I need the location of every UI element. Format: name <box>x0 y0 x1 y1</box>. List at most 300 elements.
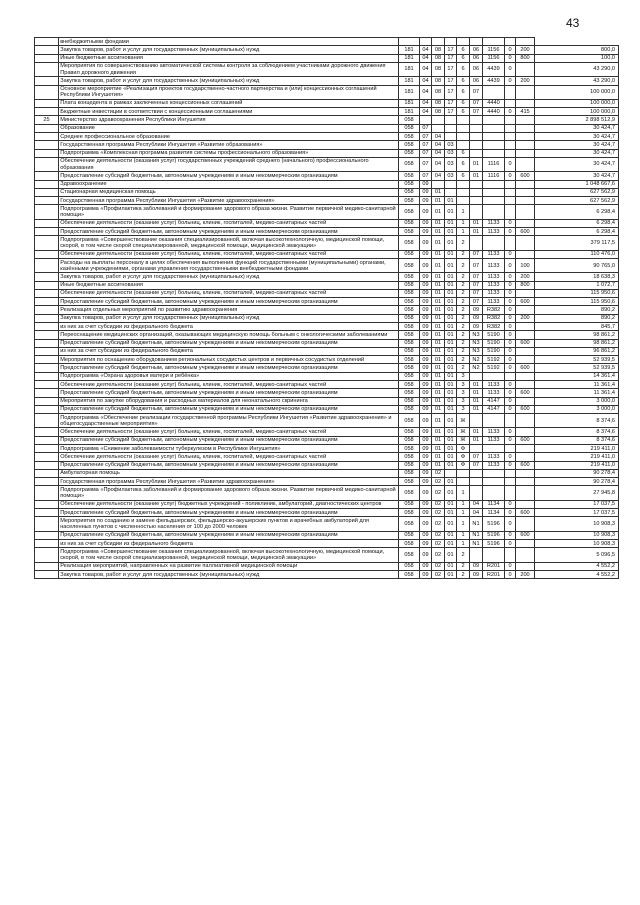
code-sub: 1 <box>457 517 470 531</box>
amount: 115 950,6 <box>535 289 619 297</box>
code-prog: 01 <box>445 389 457 397</box>
code-main: N2 <box>470 356 483 364</box>
code-sub <box>457 469 470 477</box>
code-extra: 0 <box>505 331 516 339</box>
code-prog: 01 <box>445 281 457 289</box>
code-prog: 03 <box>445 157 457 171</box>
code-gr: 181 <box>399 62 420 76</box>
code-pr: 04 <box>432 149 445 157</box>
code-rz: 09 <box>420 478 432 486</box>
amount: 4 552,2 <box>535 562 619 570</box>
table-row <box>35 331 619 339</box>
row-number <box>35 548 59 562</box>
code-vr <box>516 445 535 453</box>
row-name: Подпрограмма «Профилактика заболеваний и формирование здорового образа жизни. Развитие первичной медико-санитарной помощи» <box>59 486 399 500</box>
amount: 11 361,4 <box>535 389 619 397</box>
code-sub: 2 <box>457 250 470 258</box>
code-direction: 1116 <box>483 172 505 180</box>
table-row <box>35 205 619 219</box>
row-name: Подпрограмма «Обеспечение реализации государственной программы Республики Ингушетия «Развитие здравоохранения» и общегосударственные мероприятия» <box>59 414 399 428</box>
code-direction: 1133 <box>483 389 505 397</box>
code-vr: 200 <box>516 314 535 322</box>
code-pr: 02 <box>432 570 445 578</box>
code-prog: 01 <box>445 414 457 428</box>
code-rz: 09 <box>420 405 432 413</box>
code-main: N2 <box>470 364 483 372</box>
code-vr <box>516 347 535 355</box>
table-row <box>35 116 619 124</box>
code-prog: 01 <box>445 531 457 539</box>
code-extra: 0 <box>505 453 516 461</box>
code-sub: 2 <box>457 281 470 289</box>
code-vr <box>516 141 535 149</box>
code-gr: 058 <box>399 364 420 372</box>
code-main <box>470 38 483 46</box>
code-main: 06 <box>470 77 483 85</box>
code-rz: 09 <box>420 236 432 250</box>
code-direction: 4439 <box>483 77 505 85</box>
code-extra: 0 <box>505 364 516 372</box>
row-number <box>35 364 59 372</box>
code-gr: 058 <box>399 548 420 562</box>
amount: 4 552,2 <box>535 570 619 578</box>
code-pr: 08 <box>432 62 445 76</box>
table-row <box>35 46 619 54</box>
code-direction: 5190 <box>483 339 505 347</box>
amount: 219 411,0 <box>535 461 619 469</box>
code-direction: 1134 <box>483 500 505 508</box>
code-pr: 01 <box>432 306 445 314</box>
code-main: 07 <box>470 258 483 272</box>
row-number <box>35 339 59 347</box>
code-gr: 058 <box>399 356 420 364</box>
code-main: 06 <box>470 62 483 76</box>
code-vr: 600 <box>516 339 535 347</box>
code-vr <box>516 331 535 339</box>
code-extra <box>505 188 516 196</box>
code-main: 07 <box>470 99 483 107</box>
code-prog: 01 <box>445 428 457 436</box>
code-extra: 0 <box>505 314 516 322</box>
row-number <box>35 99 59 107</box>
row-number <box>35 469 59 477</box>
row-number <box>35 85 59 99</box>
code-extra: 0 <box>505 540 516 548</box>
row-number <box>35 273 59 281</box>
code-prog: 01 <box>445 197 457 205</box>
code-main: 04 <box>470 509 483 517</box>
row-name: Плата концедента в рамках заключенных концессионных соглашений <box>59 99 399 107</box>
row-number <box>35 461 59 469</box>
code-direction <box>483 149 505 157</box>
code-sub: 3 <box>457 372 470 380</box>
table-row <box>35 347 619 355</box>
code-vr: 600 <box>516 364 535 372</box>
code-extra: 0 <box>505 62 516 76</box>
code-sub: 1 <box>457 500 470 508</box>
code-pr: 01 <box>432 219 445 227</box>
amount: 100 000,0 <box>535 85 619 99</box>
code-gr: 058 <box>399 436 420 444</box>
row-number <box>35 517 59 531</box>
code-extra: 0 <box>505 562 516 570</box>
code-rz: 09 <box>420 428 432 436</box>
code-main: N3 <box>470 331 483 339</box>
code-extra <box>505 124 516 132</box>
table-row <box>35 157 619 171</box>
code-vr: 600 <box>516 172 535 180</box>
row-number <box>35 509 59 517</box>
amount: 1 072,7 <box>535 281 619 289</box>
code-sub: Ф <box>457 453 470 461</box>
amount: 1 048 667,6 <box>535 180 619 188</box>
code-direction: 1133 <box>483 453 505 461</box>
code-extra <box>505 445 516 453</box>
table-row <box>35 149 619 157</box>
code-direction: 1133 <box>483 219 505 227</box>
code-main <box>470 486 483 500</box>
code-pr: 01 <box>432 281 445 289</box>
row-name: Предоставление субсидий бюджетным, автономным учреждениям и иным некоммерческим организациям <box>59 339 399 347</box>
row-number <box>35 453 59 461</box>
code-direction <box>483 486 505 500</box>
code-extra <box>505 486 516 500</box>
code-pr: 01 <box>432 405 445 413</box>
code-rz: 09 <box>420 364 432 372</box>
code-vr <box>516 188 535 196</box>
code-pr: 01 <box>432 197 445 205</box>
code-pr: 04 <box>432 172 445 180</box>
code-direction: 5190 <box>483 347 505 355</box>
code-sub <box>457 133 470 141</box>
code-rz: 04 <box>420 77 432 85</box>
code-rz: 04 <box>420 46 432 54</box>
code-rz: 04 <box>420 54 432 62</box>
code-main: 01 <box>470 380 483 388</box>
code-prog <box>445 38 457 46</box>
row-name: Подпрограмма «Совершенствование оказания специализированной, включая высокотехнологичную, медицинской помощи, скорой, в том числе скорой специализированной, медицинской помощи, медицинской эвакуации» <box>59 548 399 562</box>
amount: 30 424,7 <box>535 133 619 141</box>
code-prog <box>445 124 457 132</box>
code-prog: 03 <box>445 149 457 157</box>
code-vr <box>516 306 535 314</box>
code-vr <box>516 323 535 331</box>
code-rz: 09 <box>420 517 432 531</box>
code-rz: 09 <box>420 436 432 444</box>
row-name: Закупка товаров, работ и услуг для государственных (муниципальных) нужд <box>59 77 399 85</box>
row-name: Закупка товаров, работ и услуг для государственных (муниципальных) нужд <box>59 46 399 54</box>
table-row <box>35 356 619 364</box>
code-pr: 08 <box>432 54 445 62</box>
code-extra <box>505 180 516 188</box>
code-gr: 058 <box>399 133 420 141</box>
code-main: 07 <box>470 85 483 99</box>
code-sub: 2 <box>457 356 470 364</box>
code-pr: 01 <box>432 228 445 236</box>
code-direction: 1133 <box>483 250 505 258</box>
code-vr: 200 <box>516 77 535 85</box>
code-gr: 058 <box>399 540 420 548</box>
code-sub: 2 <box>457 364 470 372</box>
code-extra: 0 <box>505 570 516 578</box>
code-sub: 6 <box>457 108 470 116</box>
amount: 43 290,0 <box>535 77 619 85</box>
code-main <box>470 236 483 250</box>
code-extra <box>505 372 516 380</box>
code-rz: 04 <box>420 108 432 116</box>
code-pr: 08 <box>432 46 445 54</box>
code-sub: Ж <box>457 436 470 444</box>
code-prog: 01 <box>445 258 457 272</box>
table-row <box>35 228 619 236</box>
code-pr: 01 <box>432 397 445 405</box>
code-main: 07 <box>470 108 483 116</box>
code-vr <box>516 548 535 562</box>
code-main: 09 <box>470 314 483 322</box>
code-vr: 600 <box>516 228 535 236</box>
table-row <box>35 461 619 469</box>
code-sub: 2 <box>457 331 470 339</box>
code-direction: 5192 <box>483 356 505 364</box>
code-gr: 058 <box>399 445 420 453</box>
code-main <box>470 205 483 219</box>
code-extra: 0 <box>505 281 516 289</box>
page-number: 43 <box>566 16 580 30</box>
row-name: Реализация отдельных мероприятий по развитию здравоохранения <box>59 306 399 314</box>
code-pr <box>432 124 445 132</box>
code-main: N1 <box>470 517 483 531</box>
amount: 17 037,5 <box>535 500 619 508</box>
table-row <box>35 323 619 331</box>
code-vr <box>516 372 535 380</box>
table-row <box>35 219 619 227</box>
code-pr: 01 <box>432 461 445 469</box>
amount: 52 939,5 <box>535 364 619 372</box>
code-main: N1 <box>470 540 483 548</box>
code-rz: 09 <box>420 306 432 314</box>
row-name: Иные бюджетные ассигнования <box>59 281 399 289</box>
code-pr: 01 <box>432 236 445 250</box>
code-prog: 01 <box>445 445 457 453</box>
code-sub: 2 <box>457 339 470 347</box>
code-rz: 09 <box>420 197 432 205</box>
row-number <box>35 54 59 62</box>
code-gr: 058 <box>399 347 420 355</box>
code-vr: 415 <box>516 108 535 116</box>
code-direction: 1133 <box>483 228 505 236</box>
code-pr: 02 <box>432 540 445 548</box>
code-vr <box>516 219 535 227</box>
code-rz: 09 <box>420 372 432 380</box>
code-gr: 058 <box>399 180 420 188</box>
table-row <box>35 339 619 347</box>
table-row <box>35 298 619 306</box>
code-main: N3 <box>470 347 483 355</box>
row-number <box>35 258 59 272</box>
code-gr: 058 <box>399 397 420 405</box>
code-pr: 02 <box>432 562 445 570</box>
code-gr: 058 <box>399 314 420 322</box>
amount: 98 861,2 <box>535 331 619 339</box>
code-extra: 0 <box>505 273 516 281</box>
code-rz: 07 <box>420 157 432 171</box>
row-number: 25 <box>35 116 59 124</box>
row-name: Амбулаторная помощь <box>59 469 399 477</box>
table-row <box>35 99 619 107</box>
code-pr: 01 <box>432 250 445 258</box>
row-name: Предоставление субсидий бюджетным, автономным учреждениям и иным некоммерческим организациям <box>59 228 399 236</box>
code-vr <box>516 540 535 548</box>
row-number <box>35 133 59 141</box>
code-pr: 08 <box>432 85 445 99</box>
code-gr <box>399 38 420 46</box>
code-main <box>470 469 483 477</box>
code-pr: 02 <box>432 531 445 539</box>
code-extra <box>505 197 516 205</box>
amount: 100,0 <box>535 54 619 62</box>
amount: 90 278,4 <box>535 469 619 477</box>
code-direction <box>483 236 505 250</box>
code-main: 07 <box>470 461 483 469</box>
row-name: Предоставление субсидий бюджетным, автономным учреждениям и иным некоммерческим организациям <box>59 389 399 397</box>
amount: 10 908,3 <box>535 531 619 539</box>
code-extra: 0 <box>505 298 516 306</box>
row-number <box>35 562 59 570</box>
code-prog: 01 <box>445 339 457 347</box>
code-extra <box>505 548 516 562</box>
code-rz: 07 <box>420 133 432 141</box>
code-prog: 01 <box>445 347 457 355</box>
code-gr: 058 <box>399 157 420 171</box>
code-rz: 04 <box>420 99 432 107</box>
code-vr: 600 <box>516 461 535 469</box>
code-gr: 058 <box>399 124 420 132</box>
amount: 30 424,7 <box>535 149 619 157</box>
row-number <box>35 188 59 196</box>
code-direction <box>483 414 505 428</box>
code-vr: 800 <box>516 54 535 62</box>
code-gr: 058 <box>399 469 420 477</box>
code-main <box>470 372 483 380</box>
code-vr <box>516 99 535 107</box>
row-name: Основное мероприятие «Реализация проектов государственно-частного партнерства и (или) концессионных соглашений Республики Ингушетия» <box>59 85 399 99</box>
code-main: 01 <box>470 172 483 180</box>
code-pr: 01 <box>432 339 445 347</box>
amount: 43 290,0 <box>535 62 619 76</box>
row-name: из них за счет субсидии из федерального бюджета <box>59 347 399 355</box>
table-row <box>35 124 619 132</box>
code-gr: 058 <box>399 428 420 436</box>
code-rz <box>420 116 432 124</box>
code-prog: 01 <box>445 540 457 548</box>
code-gr: 058 <box>399 486 420 500</box>
code-pr: 04 <box>432 157 445 171</box>
code-pr: 01 <box>432 314 445 322</box>
code-prog: 17 <box>445 54 457 62</box>
row-number <box>35 347 59 355</box>
amount: 110 476,0 <box>535 250 619 258</box>
code-pr: 02 <box>432 469 445 477</box>
table-row <box>35 258 619 272</box>
row-number <box>35 397 59 405</box>
amount: 3 000,0 <box>535 405 619 413</box>
code-direction: 1133 <box>483 436 505 444</box>
code-vr: 600 <box>516 509 535 517</box>
code-pr: 02 <box>432 500 445 508</box>
code-main: 01 <box>470 157 483 171</box>
code-vr <box>516 62 535 76</box>
table-row <box>35 486 619 500</box>
row-name: Обеспечение деятельности (оказание услуг) больниц, клиник, госпиталей, медико-санитарных частей <box>59 219 399 227</box>
code-pr: 08 <box>432 77 445 85</box>
code-prog: 03 <box>445 172 457 180</box>
table-row <box>35 372 619 380</box>
code-direction <box>483 445 505 453</box>
code-gr: 058 <box>399 228 420 236</box>
amount: 6 298,4 <box>535 205 619 219</box>
code-main: 07 <box>470 250 483 258</box>
row-name: Обеспечение деятельности (оказание услуг) больниц, клиник, госпиталей, медико-санитарных частей <box>59 289 399 297</box>
code-gr: 058 <box>399 414 420 428</box>
row-number <box>35 289 59 297</box>
table-row <box>35 397 619 405</box>
code-main <box>470 445 483 453</box>
code-extra: 0 <box>505 54 516 62</box>
code-prog: 01 <box>445 364 457 372</box>
code-vr <box>516 428 535 436</box>
amount: 100 000,0 <box>535 108 619 116</box>
table-row <box>35 273 619 281</box>
code-pr: 01 <box>432 380 445 388</box>
row-name: Мероприятия по оснащению оборудованием региональных сосудистых центров и первичных сосудистых отделений <box>59 356 399 364</box>
amount: 27 945,8 <box>535 486 619 500</box>
code-vr <box>516 236 535 250</box>
code-rz: 09 <box>420 298 432 306</box>
code-direction: 4147 <box>483 397 505 405</box>
code-main: 01 <box>470 219 483 227</box>
code-main: 07 <box>470 453 483 461</box>
row-name: Расходы на выплаты персоналу в целях обеспечения выполнения функций государственными (муниципальными) органами, казёнными учреждениями, органами управления государственными внебюджетными фондами <box>59 258 399 272</box>
code-prog <box>445 188 457 196</box>
code-vr <box>516 469 535 477</box>
code-pr: 02 <box>432 548 445 562</box>
code-prog: 01 <box>445 405 457 413</box>
code-prog: 01 <box>445 323 457 331</box>
row-number <box>35 331 59 339</box>
code-sub: 1 <box>457 228 470 236</box>
code-gr: 181 <box>399 54 420 62</box>
code-pr <box>432 180 445 188</box>
code-rz: 07 <box>420 149 432 157</box>
code-direction: 4147 <box>483 405 505 413</box>
row-name: Предоставление субсидий бюджетным, автономным учреждениям и иным некоммерческим организациям <box>59 509 399 517</box>
code-sub: 2 <box>457 323 470 331</box>
code-prog: 17 <box>445 108 457 116</box>
code-sub: 2 <box>457 314 470 322</box>
code-prog: 17 <box>445 46 457 54</box>
code-main: 01 <box>470 397 483 405</box>
code-direction: 5196 <box>483 531 505 539</box>
row-number <box>35 46 59 54</box>
code-prog: 17 <box>445 99 457 107</box>
row-name: Мероприятия по созданию и замене фельдшерских, фельдшерско-акушерских пунктов и врачебных амбулаторий для населенных пунктов с численностью населения от 100 до 2000 человек <box>59 517 399 531</box>
code-sub: 6 <box>457 172 470 180</box>
table-row <box>35 405 619 413</box>
code-vr: 600 <box>516 389 535 397</box>
code-main <box>470 180 483 188</box>
code-direction: 1133 <box>483 281 505 289</box>
code-sub: 1 <box>457 205 470 219</box>
